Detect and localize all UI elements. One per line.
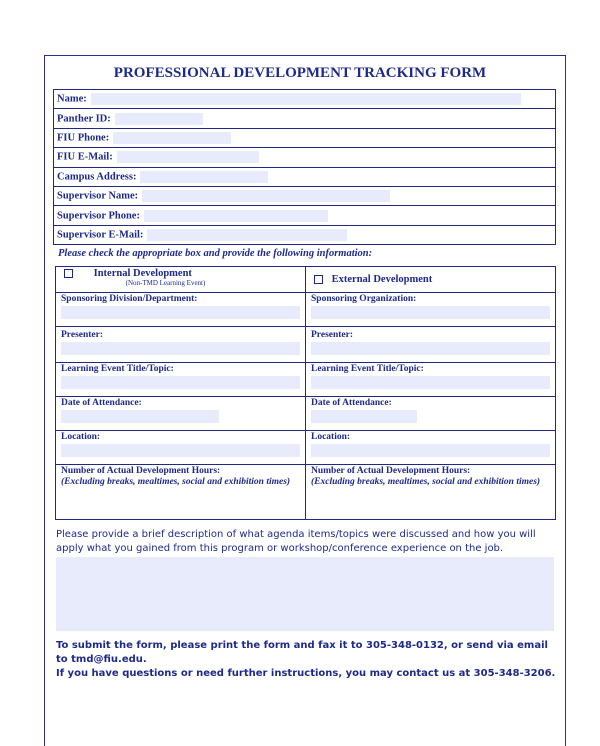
- supervisor-email-input[interactable]: [147, 229, 347, 241]
- development-table: [55, 266, 556, 520]
- internal-presenter-input[interactable]: [61, 342, 300, 355]
- internal-hours-label: Number of Actual Development Hours:: [61, 466, 221, 476]
- internal-hours-note: (Excluding breaks, mealtimes, social and exhibition times): [61, 477, 291, 487]
- field-label: FIU Phone:: [57, 132, 110, 144]
- supervisor-phone-input[interactable]: [144, 210, 328, 222]
- external-sponsor-input[interactable]: [311, 306, 550, 319]
- external-sponsor-label: Sponsoring Organization:: [311, 294, 417, 304]
- external-hours-note: (Excluding breaks, mealtimes, social and exhibition times): [311, 477, 541, 487]
- sponsor-row: [56, 293, 556, 327]
- footer-contact-line: If you have questions or need further instructions, you may contact us at 305-348-3206.: [56, 668, 556, 679]
- external-event-input[interactable]: [311, 376, 550, 389]
- internal-sponsor-label: Sponsoring Division/Department:: [61, 294, 198, 304]
- presenter-row: [56, 327, 556, 363]
- description-prompt: Please provide a brief description of what agenda items/topics were discussed and how you will apply what you gained from this program or workshop/conference experience on the job.: [56, 529, 536, 554]
- external-presenter-label: Presenter:: [311, 330, 354, 340]
- name-input[interactable]: [91, 93, 521, 105]
- campus-address-input[interactable]: [140, 171, 268, 183]
- location-row: [56, 431, 556, 465]
- field-label: Campus Address:: [57, 171, 137, 183]
- external-header: [306, 267, 556, 293]
- internal-date-label: Date of Attendance:: [61, 398, 142, 408]
- panther-id-input[interactable]: [115, 113, 203, 125]
- external-date-input[interactable]: [311, 410, 417, 423]
- fiu-phone-input[interactable]: [113, 132, 231, 144]
- supervisor-name-input[interactable]: [142, 190, 390, 202]
- field-row-fiu-email: [54, 148, 556, 167]
- field-label: Name:: [57, 93, 87, 105]
- internal-event-label: Learning Event Title/Topic:: [61, 364, 174, 374]
- date-row: [56, 397, 556, 431]
- internal-presenter-label: Presenter:: [61, 330, 104, 340]
- internal-subheading: (Non-TMD Learning Event): [125, 279, 206, 287]
- footer: [56, 639, 556, 681]
- description-input[interactable]: [56, 557, 554, 631]
- event-row: [56, 363, 556, 397]
- external-location-label: Location:: [311, 432, 351, 442]
- field-row-fiu-phone: [54, 128, 556, 147]
- field-row-name: [54, 90, 556, 109]
- internal-date-input[interactable]: [61, 410, 219, 423]
- instruction-text: Please check the appropriate box and provide the following information:: [58, 248, 373, 259]
- external-location-input[interactable]: [311, 444, 550, 457]
- internal-sponsor-input[interactable]: [61, 306, 300, 319]
- internal-checkbox[interactable]: [64, 269, 73, 278]
- field-label: Supervisor E-Mail:: [57, 229, 144, 241]
- form-title: PROFESSIONAL DEVELOPMENT TRACKING FORM: [113, 65, 487, 81]
- external-checkbox[interactable]: [314, 275, 323, 284]
- hours-row: [56, 465, 556, 520]
- field-row-supervisor-phone: [54, 206, 556, 225]
- fiu-email-input[interactable]: [117, 151, 259, 163]
- footer-submit-line: To submit the form, please print the form and fax it to 305-348-0132, or send via email to tmd@fiu.edu.: [56, 640, 548, 665]
- development-header-row: [56, 267, 556, 293]
- field-label: Supervisor Name:: [57, 190, 139, 202]
- field-label: Panther ID:: [57, 112, 111, 124]
- field-row-supervisor-email: [54, 225, 556, 244]
- external-presenter-input[interactable]: [311, 342, 550, 355]
- external-event-label: Learning Event Title/Topic:: [311, 364, 424, 374]
- internal-header: [56, 267, 306, 293]
- internal-heading: Internal Development: [93, 268, 192, 279]
- external-date-label: Date of Attendance:: [311, 398, 392, 408]
- internal-location-label: Location:: [61, 432, 101, 442]
- field-row-panther-id: [54, 109, 556, 128]
- internal-location-input[interactable]: [61, 444, 300, 457]
- personal-info-table: [53, 89, 556, 245]
- external-heading: External Development: [331, 274, 433, 285]
- field-row-campus-address: [54, 167, 556, 186]
- internal-event-input[interactable]: [61, 376, 300, 389]
- field-label: FIU E-Mail:: [57, 151, 113, 163]
- external-hours-label: Number of Actual Development Hours:: [311, 466, 471, 476]
- field-row-supervisor-name: [54, 186, 556, 205]
- field-label: Supervisor Phone:: [57, 209, 140, 221]
